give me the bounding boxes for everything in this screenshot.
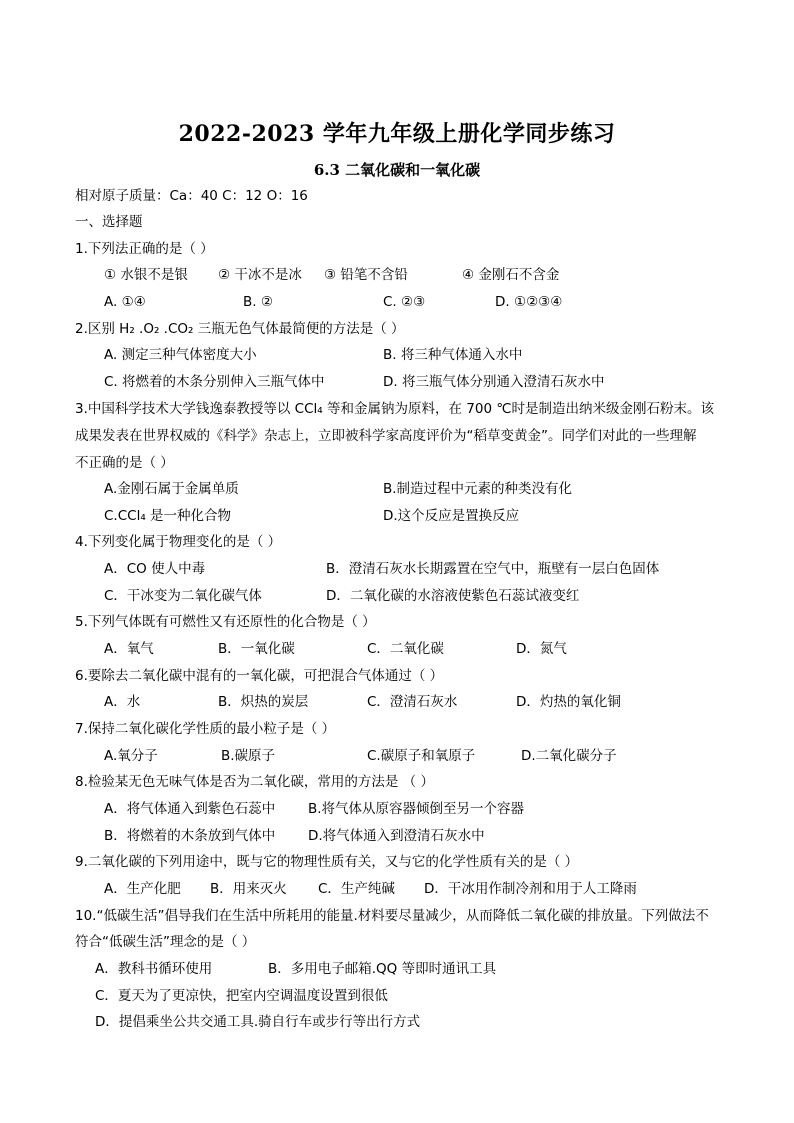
q2-option-a: A. 测定三种气体密度大小 (104, 347, 257, 363)
question-6-stem: 6.要除去二氧化碳中混有的一氧化碳，可把混合气体通过（ ） (75, 668, 444, 684)
q10-option-b: B．多用电子邮箱.QQ 等即时通讯工具 (268, 961, 497, 977)
q3-option-b: B.制造过程中元素的种类没有化 (383, 481, 573, 497)
atomic-mass-note: 相对原子质量：Ca：40 C：12 O：16 (75, 188, 308, 204)
q1-option-a: A. ①④ (104, 294, 146, 310)
q5-option-a: A．氧气 (104, 641, 154, 657)
q1-option-c: C. ②③ (383, 294, 426, 310)
question-10-stem-line-2: 符合“低碳生活”理念的是（ ） (75, 934, 256, 950)
question-3-stem-line-1: 3.中国科学技术大学钱逸泰教授等以 CCl₄ 等和金属钠为原料，在 700 ℃时是制造出纳米级金刚石粉末。该 (75, 401, 714, 417)
q8-option-c: B．将燃着的木条放到气体中 (104, 828, 276, 844)
q1-option-b: B. ② (243, 294, 273, 310)
q3-option-c: C.CCl₄ 是一种化合物 (104, 508, 232, 524)
page-title: 2022-2023 学年九年级上册化学同步练习 (178, 121, 616, 147)
question-5-stem: 5.下列气体既有可燃性又有还原性的化合物是（ ） (75, 614, 376, 630)
question-3-stem-line-3: 不正确的是（ ） (75, 455, 174, 471)
question-1-stem: 1.下列法正确的是（ ） (75, 241, 214, 257)
q2-option-c: C. 将燃着的木条分别伸入三瓶气体中 (104, 374, 325, 390)
q4-option-a: A．CO 使人中毒 (104, 561, 206, 577)
question-9-stem: 9.二氧化碳的下列用途中，既与它的物理性质有关，又与它的化学性质有关的是（ ） (75, 854, 579, 870)
q4-option-b: B．澄清石灰水长期露置在空气中，瓶壁有一层白色固体 (326, 561, 660, 577)
question-3-stem-line-2: 成果发表在世界权威的《科学》杂志上，立即被科学家高度评价为“稻草变黄金”。同学们对此的一些理解 (75, 428, 697, 444)
q3-option-d: D.这个反应是置换反应 (383, 508, 520, 524)
q7-option-c: C.碳原子和氧原子 (367, 748, 476, 764)
q9-option-d: D．干冰用作制冷剂和用于人工降雨 (424, 881, 637, 897)
q4-option-c: C．干冰变为二氧化碳气体 (104, 588, 262, 604)
q4-option-d: D．二氧化碳的水溶液使紫色石蕊试液变红 (326, 588, 580, 604)
q6-option-c: C．澄清石灰水 (367, 694, 458, 710)
q1-statement-1: ① 水银不是银 (104, 267, 188, 283)
q8-option-b: B.将气体从原容器倾倒至另一个容器 (308, 801, 525, 817)
q7-option-b: B.碳原子 (221, 748, 276, 764)
q1-statement-2: ② 干冰不是冰 (218, 267, 302, 283)
q5-option-b: B．一氧化碳 (218, 641, 295, 657)
section-heading: 一、选择题 (75, 214, 143, 230)
q7-option-a: A.氧分子 (104, 748, 158, 764)
q8-option-a: A．将气体通入到紫色石蕊中 (104, 801, 276, 817)
q7-option-d: D.二氧化碳分子 (521, 748, 617, 764)
question-8-stem: 8.检验某无色无味气体是否为二氧化碳，常用的方法是 （ ） (75, 774, 434, 790)
q1-statement-3: ③ 铅笔不含铅 (324, 267, 408, 283)
question-10-stem-line-1: 10.“低碳生活”倡导我们在生活中所耗用的能量.材料要尽量减少，从而降低二氧化碳的排放量。下列做法不 (75, 908, 709, 924)
q10-option-a: A．教科书循环使用 (95, 961, 213, 977)
q3-option-a: A.金刚石属于金属单质 (104, 481, 239, 497)
q6-option-b: B．炽热的炭层 (218, 694, 309, 710)
question-4-stem: 4.下列变化属于物理变化的是（ ） (75, 534, 282, 550)
q10-option-d: D．提倡乘坐公共交通工具.骑自行车或步行等出行方式 (95, 1014, 421, 1030)
q1-statement-4: ④ 金刚石不含金 (462, 267, 560, 283)
q9-option-a: A．生产化肥 (104, 881, 181, 897)
q10-option-c: C．夏天为了更凉快，把室内空调温度设置到很低 (95, 988, 388, 1004)
q6-option-d: D．灼热的氧化铜 (516, 694, 621, 710)
q5-option-c: C．二氧化碳 (367, 641, 444, 657)
q9-option-b: B．用来灭火 (210, 881, 287, 897)
q8-option-d: D.将气体通入到澄清石灰水中 (308, 828, 485, 844)
q9-option-c: C．生产纯碱 (318, 881, 395, 897)
q6-option-a: A．水 (104, 694, 141, 710)
page-subtitle: 6.3 二氧化碳和一氧化碳 (313, 161, 481, 179)
question-7-stem: 7.保持二氧化碳化学性质的最小粒子是（ ） (75, 721, 336, 737)
q2-option-b: B. 将三种气体通入水中 (383, 347, 523, 363)
q1-option-d: D. ①②③④ (495, 294, 563, 310)
question-2-stem: 2.区别 H₂ .O₂ .CO₂ 三瓶无色气体最简便的方法是（ ） (75, 321, 405, 337)
q5-option-d: D．氮气 (516, 641, 567, 657)
q2-option-d: D. 将三瓶气体分别通入澄清石灰水中 (383, 374, 605, 390)
